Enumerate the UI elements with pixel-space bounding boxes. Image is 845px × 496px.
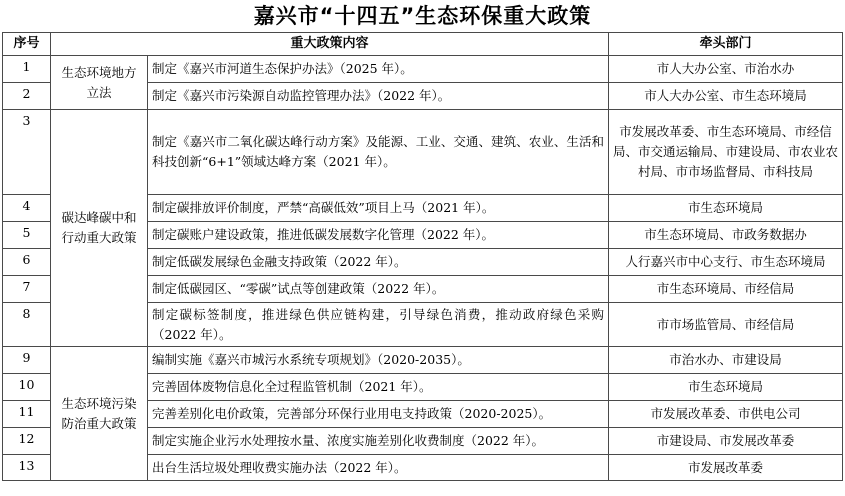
category-carbon-policy: 碳达峰碳中和行动重大政策 xyxy=(51,110,148,347)
row-num: 10 xyxy=(3,374,51,401)
row-dept: 人行嘉兴市中心支行、市生态环境局 xyxy=(609,249,843,276)
header-dept: 牵头部门 xyxy=(609,33,843,56)
row-dept: 市治水办、市建设局 xyxy=(609,347,843,374)
row-num: 3 xyxy=(3,110,51,195)
row-num: 9 xyxy=(3,347,51,374)
row-dept: 市人大办公室、市治水办 xyxy=(609,56,843,83)
row-content: 制定碳标签制度，推进绿色供应链构建，引导绿色消费，推动政府绿色采购（2022 年）。 xyxy=(148,303,609,347)
row-num: 4 xyxy=(3,195,51,222)
row-dept: 市发展改革委 xyxy=(609,455,843,481)
row-num: 12 xyxy=(3,428,51,455)
row-num: 5 xyxy=(3,222,51,249)
row-dept: 市生态环境局、市政务数据办 xyxy=(609,222,843,249)
document-title: 嘉兴市“十四五”生态环保重大政策 xyxy=(253,4,592,28)
row-content: 制定碳账户建设政策，推进低碳发展数字化管理（2022 年）。 xyxy=(148,222,609,249)
row-content: 完善差别化电价政策，完善部分环保行业用电支持政策（2020-2025）。 xyxy=(148,401,609,428)
row-dept: 市生态环境局 xyxy=(609,374,843,401)
row-num: 1 xyxy=(3,56,51,83)
row-dept: 市建设局、市发展改革委 xyxy=(609,428,843,455)
table-row xyxy=(3,347,843,374)
row-content: 制定实施企业污水处理按水量、浓度实施差别化收费制度（2022 年）。 xyxy=(148,428,609,455)
row-num: 2 xyxy=(3,83,51,110)
row-content: 制定低碳发展绿色金融支持政策（2022 年）。 xyxy=(148,249,609,276)
row-content: 制定《嘉兴市污染源自动监控管理办法》（2022 年）。 xyxy=(148,83,609,110)
row-content: 制定《嘉兴市二氧化碳达峰行动方案》及能源、工业、交通、建筑、农业、生活和科技创新“6+1”领域达峰方案（2021 年）。 xyxy=(148,110,609,195)
row-content: 制定《嘉兴市河道生态保护办法》（2025 年）。 xyxy=(148,56,609,83)
table-row xyxy=(3,56,843,83)
row-content: 完善固体废物信息化全过程监管机制（2021 年）。 xyxy=(148,374,609,401)
header-content: 重大政策内容 xyxy=(51,33,609,56)
row-dept: 市发展改革委、市生态环境局、市经信局、市交通运输局、市建设局、市农业农村局、市市场监督局、市科技局 xyxy=(609,110,843,195)
row-num: 8 xyxy=(3,303,51,347)
row-dept: 市生态环境局、市经信局 xyxy=(609,276,843,303)
row-content: 制定低碳园区、“零碳”试点等创建政策（2022 年）。 xyxy=(148,276,609,303)
category-pollution-control: 生态环境污染防治重大政策 xyxy=(51,347,148,481)
row-num: 11 xyxy=(3,401,51,428)
category-local-legislation: 生态环境地方立法 xyxy=(51,56,148,110)
row-dept: 市发展改革委、市供电公司 xyxy=(609,401,843,428)
table-header-row xyxy=(3,33,843,56)
header-num: 序号 xyxy=(3,33,51,56)
row-dept: 市生态环境局 xyxy=(609,195,843,222)
row-dept: 市人大办公室、市生态环境局 xyxy=(609,83,843,110)
row-content: 出台生活垃圾处理收费实施办法（2022 年）。 xyxy=(148,455,609,481)
row-dept: 市市场监管局、市经信局 xyxy=(609,303,843,347)
row-content: 编制实施《嘉兴市城污水系统专项规划》（2020-2035）。 xyxy=(148,347,609,374)
table-row xyxy=(3,110,843,195)
policy-table xyxy=(2,32,843,481)
row-content: 制定碳排放评价制度，严禁“高碳低效”项目上马（2021 年）。 xyxy=(148,195,609,222)
row-num: 13 xyxy=(3,455,51,481)
row-num: 7 xyxy=(3,276,51,303)
row-num: 6 xyxy=(3,249,51,276)
